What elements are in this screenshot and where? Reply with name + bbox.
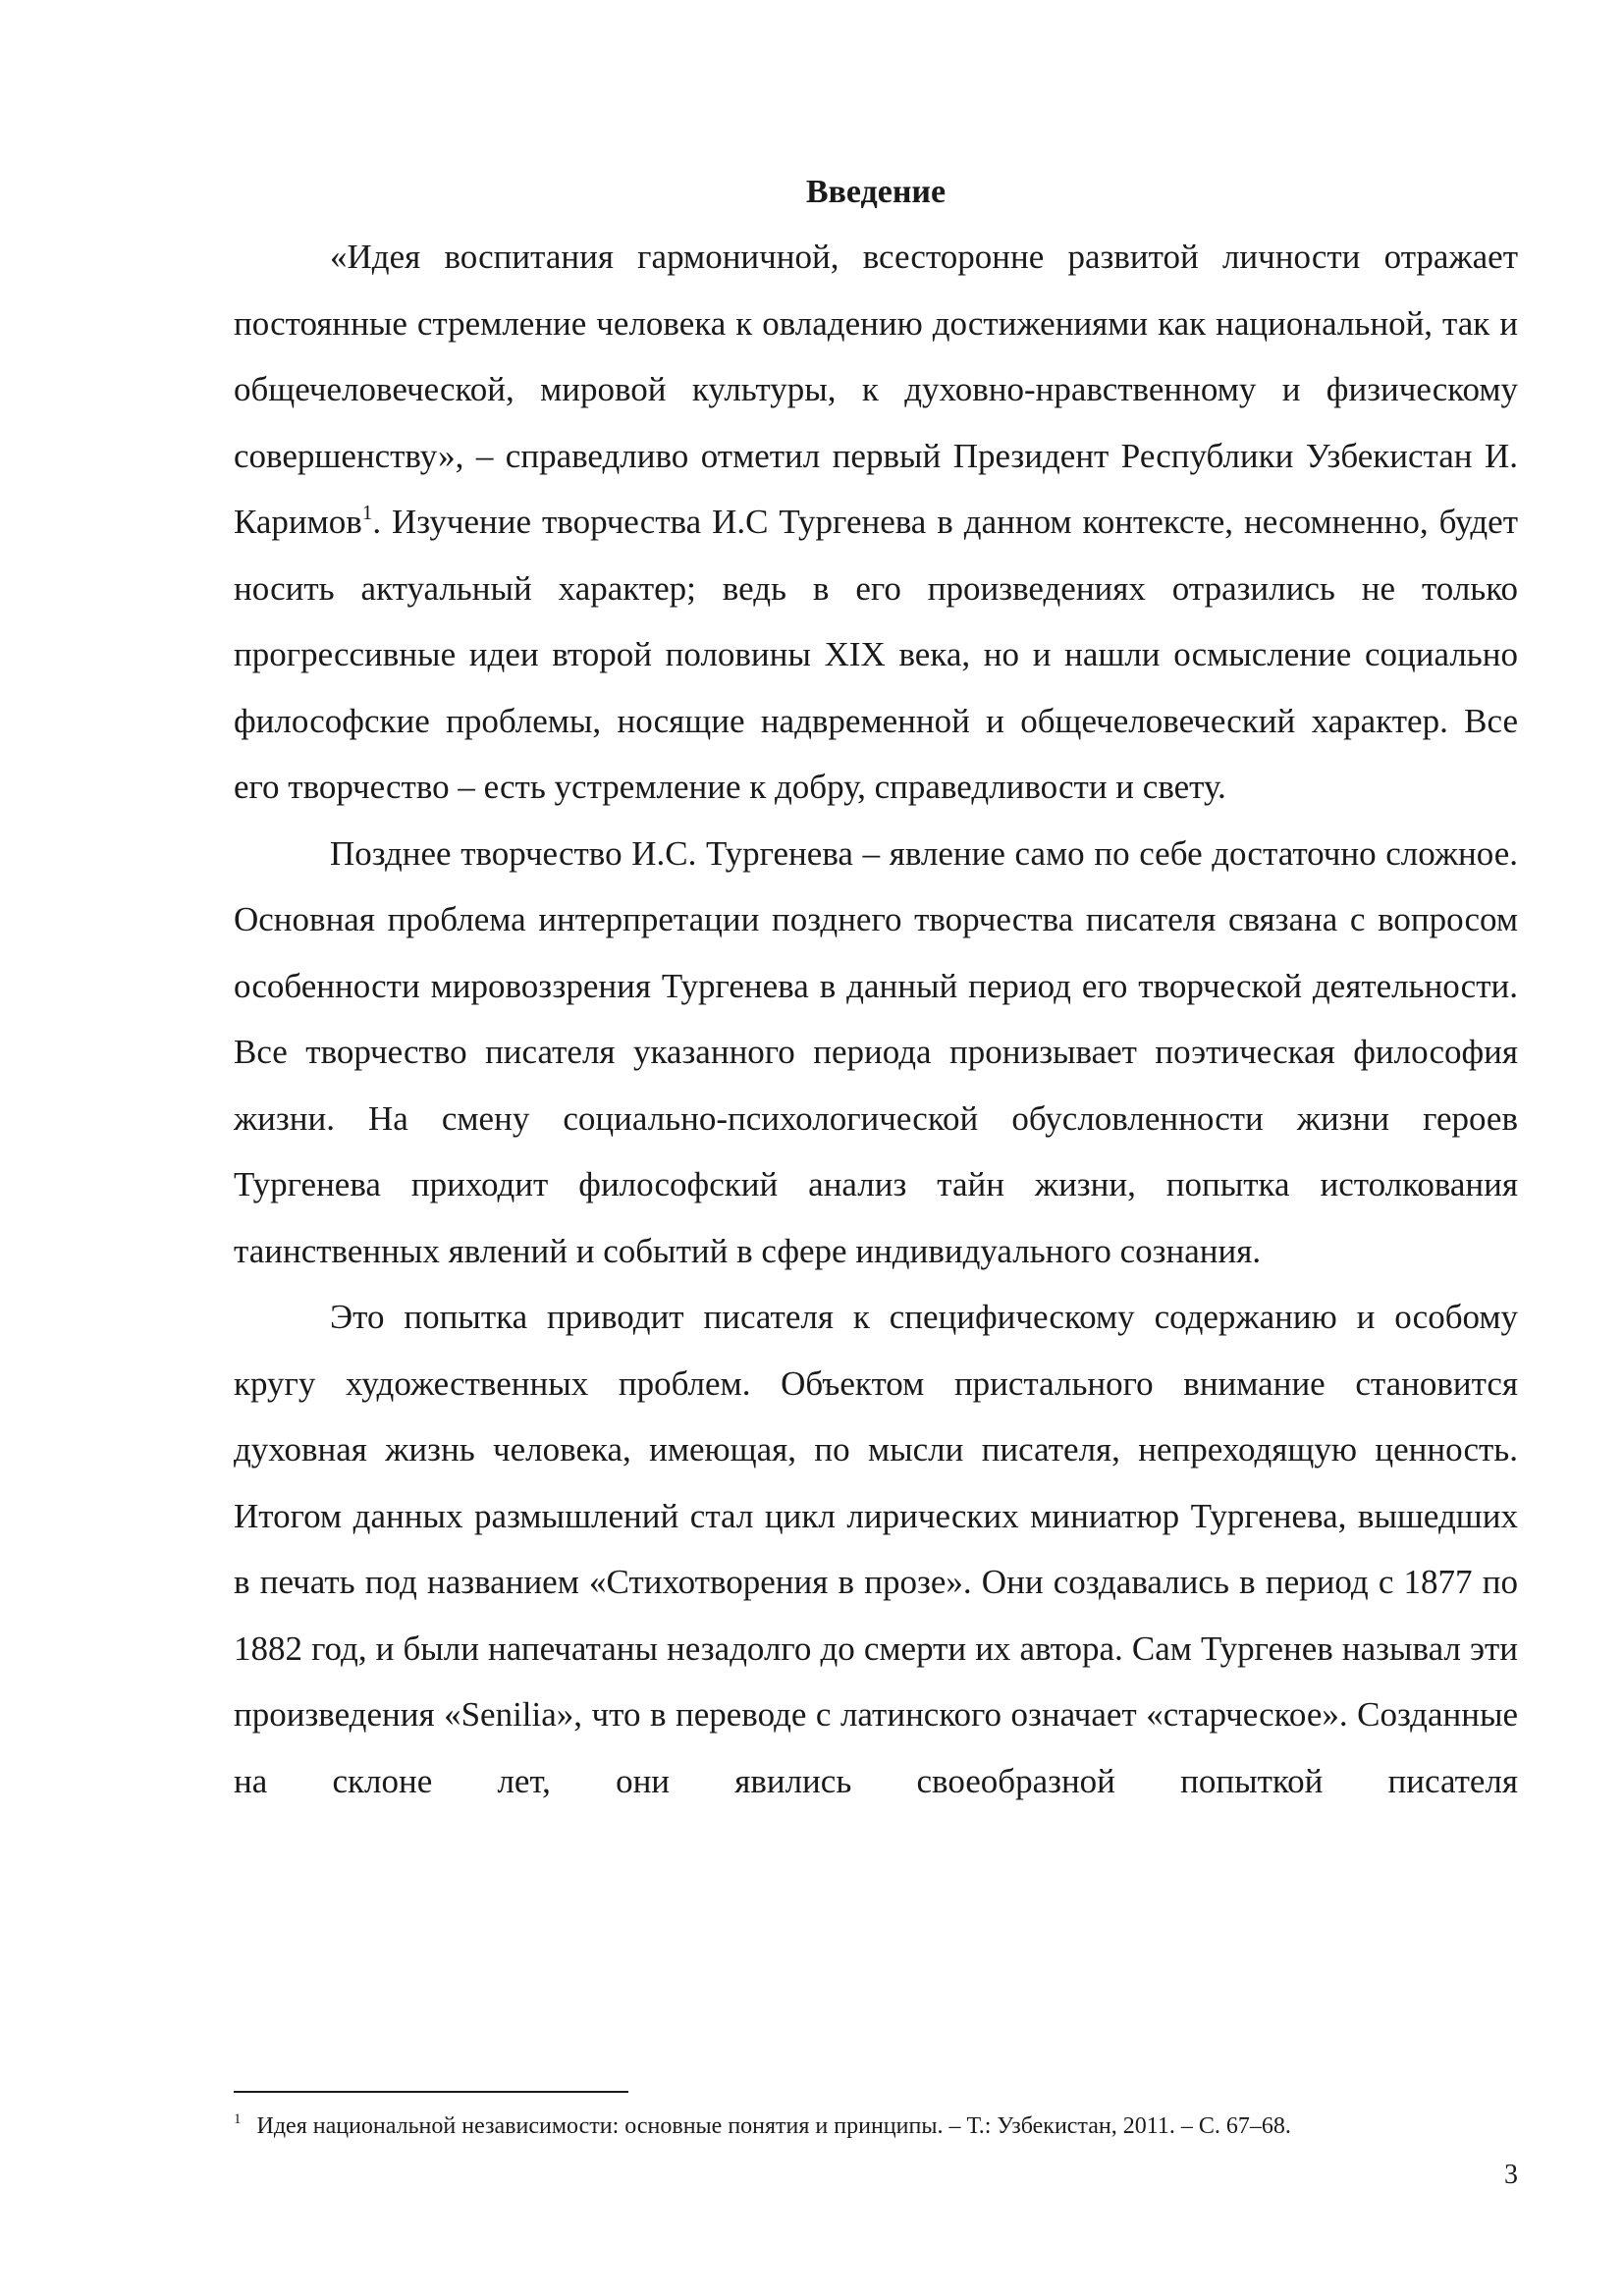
section-heading: Введение xyxy=(805,174,947,210)
footnote-text: Идея национальной независимости: основные понятия и принципы. – Т.: Узбекистан, 2011. – С. 67–68. xyxy=(256,2113,1291,2139)
paragraph-2: Позднее творчество И.С. Тургенева – явление само по себе достаточно сложное. Основная проблема интерпретации позднего творчества писателя связана с вопросом особенности мировоззрения Тургенева в данный период его творческой деятельности. Все творчество писателя указанного периода пронизывает поэтическая философия жизни. На смену социально-психологической обусловленности жизни героев Тургенева приходит философский анализ тайн жизни, попытка истолкования таинственных явлений и событий в сфере индивидуального сознания. xyxy=(234,833,1518,1270)
paragraph-3 xyxy=(234,1284,1518,1881)
page-number: 3 xyxy=(1504,2160,1518,2190)
body-text xyxy=(234,224,1518,1881)
paragraph-1-text-end: . Изучение творчества И.С Тургенева в данном контексте, несомненно, будет носить актуальный характер; ведь в его произведениях отразились не только прогрессивные идеи второй половины XIX века, но и нашли осмысление социально философские проблемы, носящие надвременной и общечеловеческий характер. Все его творчество – есть устремление к добру, справедливости и свету. xyxy=(234,503,1518,806)
paragraph-3-text: Это попытка приводит писателя к специфическому содержанию и особому кругу художественных проблем. Объектом пристального внимание становится духовная жизнь человека, имеющая, по мысли писателя, непреходящую ценность. Итогом данных размышлений стал цикл лирических миниатюр Тургенева, вышедших в печать под названием «Стихотворения в прозе». Они создавались в период с 1877 по 1882 год, и были напечатаны незадолго до смерти их автора. Сам Тургенев называл эти произведения «Senilia», что в переводе с латинского означает «старческое». Созданные на склоне лет, они явились своеобразной попыткой писателя xyxy=(234,1298,1518,1800)
footnote-reference[interactable]: 1 xyxy=(361,501,373,524)
footnote xyxy=(234,2110,1530,2142)
footnote-separator xyxy=(234,2091,628,2093)
paragraph-1 xyxy=(234,224,1518,821)
footnote-marker: 1 xyxy=(234,2111,242,2127)
paragraph-1-text-start: «Идея воспитания гармоничной, всесторонне развитой личности отражает постоянные стремление человека к овладению достижениями как национальной, так и общечеловеческой, мировой культуры, к духовно-нравственному и физическому совершенству», – справедливо отметил первый Президент Республики Узбекистан И. Каримов xyxy=(234,238,1518,541)
